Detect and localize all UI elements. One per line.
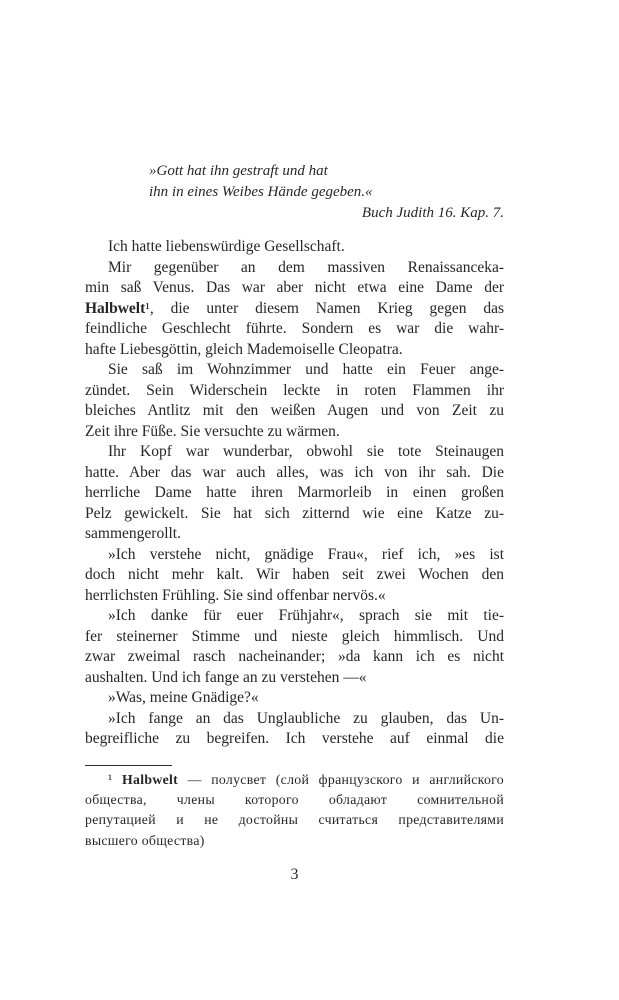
text-segment: hatte. Aber das war auch alles, was ich von ihr sah. Die — [85, 463, 504, 481]
text-segment: высшего общества) — [85, 832, 205, 848]
text-line — [85, 381, 504, 402]
paragraph — [85, 545, 504, 607]
paragraph — [85, 709, 504, 750]
text-segment: »Ich fange an das Unglaubliche zu glauben, das Un- — [108, 709, 504, 727]
text-segment: begreifliche zu begreifen. Ich verstehe auf einmal die — [85, 730, 504, 747]
text-line — [85, 606, 504, 627]
text-line — [85, 770, 504, 790]
text-line — [85, 688, 504, 709]
text-segment: zwar zweimal rasch nacheinander; »da kann ich es nicht — [85, 648, 504, 665]
bold-term: Halbwelt — [85, 299, 146, 317]
text-line — [85, 442, 504, 463]
epigraph-line: ihn in eines Weibes Hände gegeben.« — [149, 184, 373, 200]
text-segment: Ihr Kopf war wunderbar, obwohl sie tote Steinaugen — [108, 443, 504, 460]
paragraph — [85, 360, 504, 442]
epigraph-line: »Gott hat ihn gestraft und hat — [149, 163, 328, 179]
text-segment: Mir gegenüber an dem massiven Renaissanceka- — [108, 258, 504, 276]
text-line — [85, 709, 504, 730]
page-number: 3 — [290, 866, 299, 883]
paragraph — [85, 606, 504, 688]
text-line — [85, 278, 504, 299]
text-line — [85, 299, 504, 320]
text-line — [85, 483, 504, 504]
text-line — [85, 586, 504, 607]
text-line — [85, 790, 504, 810]
text-segment: bleiches Antlitz mit den weißen Augen und von Zeit zu — [85, 402, 504, 419]
text-line — [85, 422, 504, 443]
text-segment: »Ich danke für euer Frühjahr«, sprach sie mit tie- — [108, 607, 504, 624]
text-line — [85, 504, 504, 525]
text-line — [85, 463, 504, 484]
text-line — [85, 831, 504, 851]
text-line — [85, 340, 504, 361]
text-segment: »Was, meine Gnädige?« — [108, 689, 259, 706]
text-line — [85, 545, 504, 566]
text-line — [85, 810, 504, 830]
text-line — [85, 647, 504, 668]
text-line — [85, 258, 504, 279]
text-segment: zündet. Sein Widerschein leckte in roten Flammen ihr — [85, 381, 504, 399]
text-segment: ¹, die unter diesem Namen Krieg gegen das — [145, 299, 504, 317]
text-segment: Pelz gewickelt. Sie hat sich zitternd wie eine Katze zu- — [85, 504, 504, 522]
bold-term: Halbwelt — [121, 772, 179, 787]
text-segment: doch nicht mehr kalt. Wir haben seit zwei Wochen den — [85, 566, 504, 583]
text-line — [85, 524, 504, 545]
epigraph-attribution: Buch Judith 16. Kap. 7. — [361, 205, 504, 221]
paragraph — [85, 770, 504, 851]
text-line — [85, 237, 504, 258]
text-segment: Zeit ihre Füße. Sie versuchte zu wärmen. — [85, 422, 340, 440]
paragraph — [85, 688, 504, 709]
text-segment: herrlichsten Frühling. Sie sind offenbar nervös.« — [85, 586, 386, 604]
epigraph — [149, 161, 504, 224]
text-segment: Ich hatte liebenswürdige Gesellschaft. — [108, 238, 345, 255]
text-line — [85, 401, 504, 422]
paragraph — [85, 258, 504, 361]
text-line — [85, 319, 504, 340]
text-segment: herrliche Dame hatte ihren Marmorleib in einen großen — [85, 484, 504, 501]
footnote-divider — [85, 765, 172, 766]
text-line — [85, 729, 504, 750]
text-segment: fer steinerner Stimme und nieste gleich himmlisch. Und — [85, 627, 504, 645]
text-segment: aushalten. Und ich fange an zu verstehen —« — [85, 668, 367, 686]
text-segment: ¹ — [108, 772, 122, 787]
text-line — [85, 565, 504, 586]
text-segment: общества, члены которого обладают сомнительной — [85, 792, 504, 808]
text-line — [85, 627, 504, 648]
body-text — [85, 237, 504, 750]
text-segment: feindliche Geschlecht führte. Sondern es war die wahr- — [85, 320, 504, 337]
text-segment: sammengerollt. — [85, 525, 181, 542]
text-segment: Sie saß im Wohnzimmer und hatte ein Feuer ange- — [108, 361, 504, 378]
text-segment: hafte Liebesgöttin, gleich Mademoiselle Cleopatra. — [85, 340, 403, 358]
text-segment: »Ich verstehe nicht, gnädige Frau«, rief ich, »es ist — [108, 545, 504, 563]
text-segment: репутацией и не достойны считаться представителями — [85, 812, 504, 828]
paragraph — [85, 237, 504, 258]
text-line — [85, 360, 504, 381]
text-segment: min saß Venus. Das war aber nicht etwa eine Dame der — [85, 279, 504, 296]
text-line — [85, 668, 504, 689]
text-segment: — полусвет (слой французского и английского — [178, 772, 504, 787]
footnote — [85, 770, 504, 851]
paragraph — [85, 442, 504, 545]
